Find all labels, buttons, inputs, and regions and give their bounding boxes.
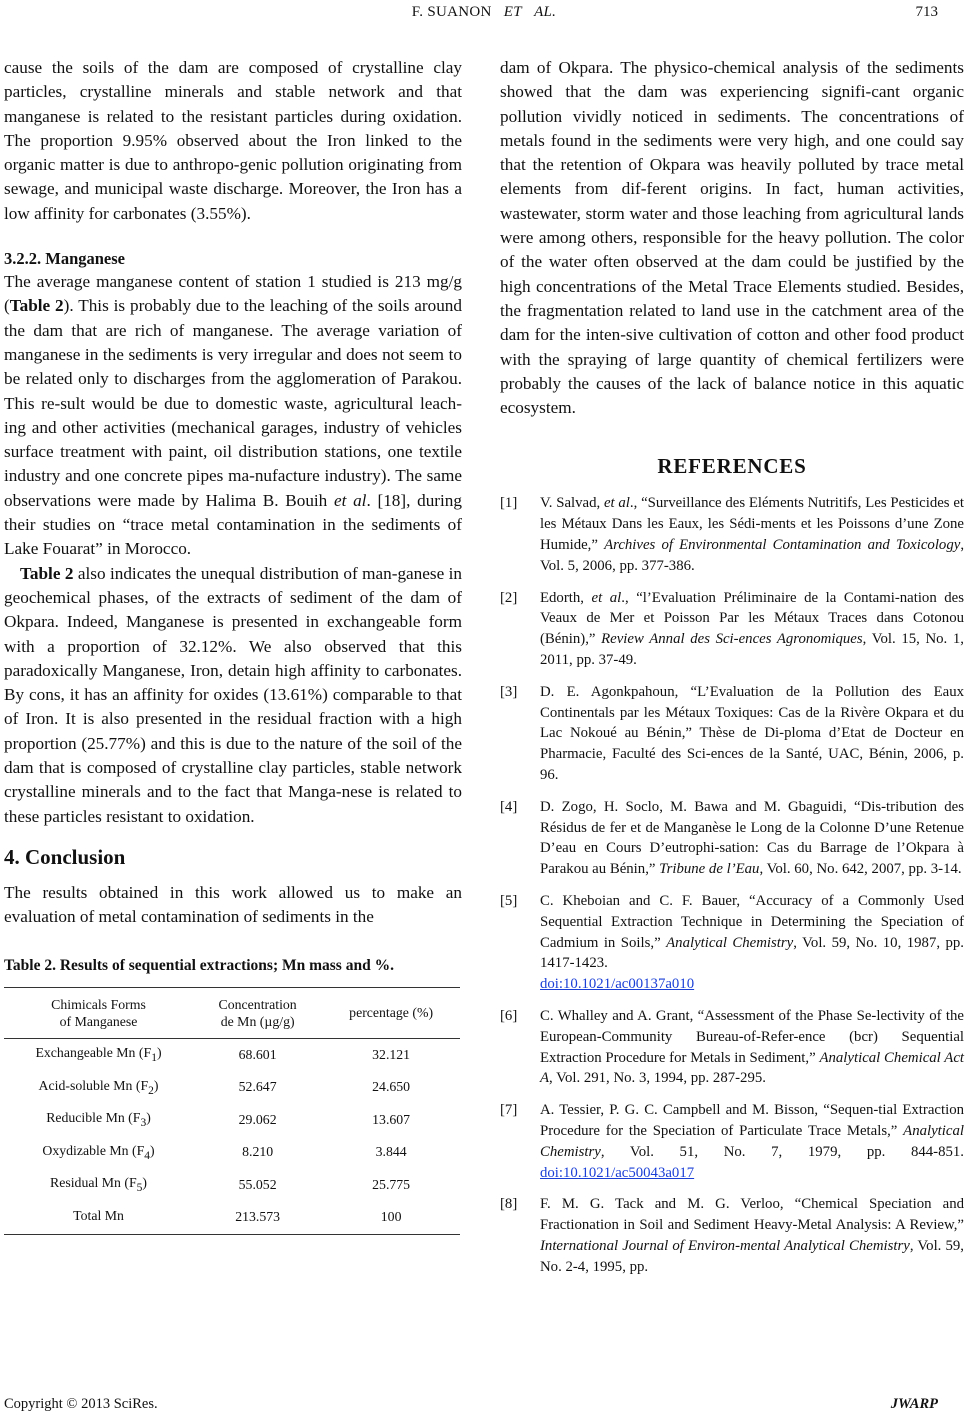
reference-number: [7] — [500, 1102, 518, 1119]
row-label: Reducible Mn $(F_3)$ — [46, 1110, 151, 1130]
reference-item — [500, 891, 964, 995]
row-label: Exchangeable Mn $(F_1)$ — [35, 1045, 162, 1065]
reference-text: D. E. Agonkpahoun, “L’Evaluation de la Pollution des Eaux Continentals par les Métaux Toxiques: Cas de la Rivère Okpara et du Lac Nokoué au Bénin,” Thèse de Di-ploma d’Etat de Docteur en Pharmacie, Faculté des Sci-ences de la Santé, UAC, Bénin, 2006, p. 96. — [540, 683, 964, 784]
row-label: Oxydizable Mn $(F_4)$ — [42, 1142, 155, 1162]
table-caption: Table 2. Results of sequential extractions; Mn mass and %. — [4, 956, 394, 974]
reference-item — [500, 1194, 964, 1277]
running-header — [0, 0, 968, 30]
copyright: Copyright © 2013 SciRes. — [4, 1396, 158, 1412]
reference-text: V. Salvad, et al., “Surveillance des Eléments Nutritifs, Les Pesticides et les Métaux Dans les Eaux, les Sédi-ments et les Poissons d’une Zone Humide,” Archives of Environmental Contamination and Toxicology, Vol. 5, 2006, pp. 377-386. — [540, 495, 965, 574]
table-ref: Table 2 — [9, 296, 64, 316]
row-percentage: 3.844 — [375, 1144, 407, 1160]
col-header-percentage: percentage (%) — [322, 987, 460, 1038]
reference-number: [6] — [500, 1007, 518, 1024]
reference-number: [2] — [500, 589, 518, 606]
results-table — [4, 987, 460, 1235]
reference-number: [4] — [500, 798, 518, 815]
header-al: AL. — [534, 4, 557, 20]
section-heading: 4. Conclusion — [4, 844, 126, 869]
row-percentage: 100 — [322, 1201, 460, 1234]
reference-number: [5] — [500, 893, 518, 909]
row-concentration: 29.062 — [238, 1111, 277, 1127]
doi-link[interactable]: doi:10.1021/ac00137a010 — [540, 976, 695, 993]
table-row — [4, 1071, 460, 1104]
reference-text: C. Whalley and A. Grant, “Assessment of the Phase Se-lectivity of the European-Community Bureau-of-Refer-ence (bcr) Sequential Extraction Procedure for Metals in Sediment,” Analytical Chemical Act A, Vol. 291, No. 3, 1994, pp. 287-295. — [540, 1007, 964, 1087]
reference-item — [500, 588, 964, 671]
page-number: 713 — [915, 4, 938, 20]
reference-text: D. Zogo, H. Soclo, M. Bawa and M. Gbaguidi, “Dis-tribution des Résidus de fer et de Manganèse le Long de la Colonne D’une Retenue D’eau en Cours D’eutrophi-sation: Cas du Barrage de l’Okpara à Parakou au Bénin,” Tribune de l’Eau, Vol. 60, No. 642, 2007, pp. 3-14. — [540, 798, 964, 878]
table-ref: Table 2 — [20, 563, 74, 583]
reference-number: [3] — [500, 683, 518, 700]
paragraph-conclusion-continued: dam of Okpara. The physico-chemical analysis of the sediments showed that the dam was experiencing signifi-cant organic pollution vividly noticed in sediments. The concentrations of metals found in the sediments were very high, and one could say that the retention of Okpara was heavily polluted by trace metal elements from dif-ferent origins. In fact, human activities, wastewater, storm water and those leaching from agricultural lands were among others, responsible for the heavy pollution. The color of the water often observed at the dam could be justified by the high concentrations of the Metal Trace Elements studied. Besides, the fragmentation related to land use in the catchment area of the dam for the inten-sive cultivation of cotton and other food product with the spraying of large quantity of chemical fertilizers were probably the causes of the lack of balance notice in this aquatic ecosystem. — [500, 58, 964, 418]
table-row — [4, 1136, 460, 1169]
subsection-heading: 3.2.2. Manganese — [4, 249, 125, 269]
header-author: F. SUANON ET AL. — [411, 4, 557, 20]
table-row — [4, 1104, 460, 1137]
paragraph-distribution: Table 2 also indicates the unequal distribution of man-ganese in geochemical phases, of the extracts of sediment of the dam of Okpara. Indeed, Manganese is presented in exchangeable form with a proportion of 32.12%. We also observed that this paradoxically Manganese, Iron, detain high affinity to carbonates. By cons, it has an affinity for oxides (13.61%) comparable to that of Iron. It is also presented in the residual fraction with a high proportion (25.77%) and this is due to the nature of the soil of the dam that is composed of crystalline clay particles, stable network crystalline minerals and to the fact that Manga-nese is related to these particles resistant to oxidation. — [4, 563, 462, 826]
right-column — [500, 56, 964, 1289]
reference-text: Edorth, et al., “l’Evaluation Préliminaire de la Contami-nation des Veaux de Mer et Poisson Par les Métaux Traces dans Cotonou (Bénin),” Review Annal des Sci-ences Agronomiques, Vol. 15, No. 1, 2011, pp. 37-49. — [540, 589, 965, 669]
reference-item — [500, 797, 964, 880]
header-etal: ET — [503, 4, 522, 20]
row-label: Total Mn — [4, 1201, 193, 1234]
reference-text: A. Tessier, P. G. C. Campbell and M. Bisson, “Sequen-tial Extraction Procedure for the Speciation of Particulate Trace Metals,” Analytical Chemistry, Vol. 51, No. 7, 1979, pp. 844-851. doi:10.1021/ac50043a017 — [540, 1102, 964, 1181]
table-row — [4, 1038, 460, 1071]
reference-text: C. Kheboian and C. F. Bauer, “Accuracy of a Commonly Used Sequential Extraction Technique in Determining the Speciation of Cadmium in Soils,” Analytical Chemistry, Vol. 59, No. 10, 1987, pp. 1417-1423. doi:10.1021/ac00137a010 — [540, 893, 964, 993]
table-row — [4, 1169, 460, 1202]
reference-text: F. M. G. Tack and M. G. Verloo, “Chemical Speciation and Fractionation in Soil and Sediment Heavy-Metal Analysis: A Review,” International Journal of Environ-mental Analytical Chemistry, Vol. 59, No. 2-4, 1995, pp. — [540, 1196, 964, 1275]
references-heading: REFERENCES — [657, 454, 807, 479]
table-row-total — [4, 1201, 460, 1234]
doi-link[interactable]: doi:10.1021/ac50043a017 — [540, 1164, 695, 1181]
row-percentage: 24.650 — [372, 1079, 411, 1095]
row-concentration: 52.647 — [238, 1079, 277, 1095]
journal-name: JWARP — [890, 1396, 938, 1412]
row-label: Residual Mn $(F_5)$ — [50, 1175, 147, 1195]
paragraph-manganese: The average manganese content of station 1 studied is 213 mg/g (Table 2). This is probably due to the leaching of the soils around the dam that are rich of manganese. The average variation of manganese in the sediments is very irregular and does not seem to be related only to discharges from the agglomeration of Parakou. This re-sult would be due to domestic waste, agricultural leach-ing and other activities (mechanical garages, industry of vehicles surface treatment with paint, oil distribution stations, one textile industry and one concrete pipes ma-nufacture industry). The same observations were made by Halima B. Bouih et al. [18], during their studies on “trace metal contamination in the sediments of Lake Fouarat” in Morocco. — [4, 272, 462, 559]
paragraph-iron-end: cause the soils of the dam are composed of crystalline clay particles, crystalline minerals and stable network and that manganese is related to the resistant particles during oxidation. The proportion 9.95% observed about the Iron linked to the organic matter is due to anthropo-genic pollution originating from sewage, and municipal waste discharge. Moreover, the Iron has a low affinity for carbonates (3.55%). — [4, 58, 462, 223]
left-column — [4, 56, 462, 1235]
table-header-row — [4, 987, 460, 1038]
row-label: Acid-soluble Mn $(F_2)$ — [38, 1077, 159, 1097]
col-header-concentration: Concentration de Mn (µg/g) — [193, 987, 322, 1038]
row-concentration: 8.210 — [242, 1144, 274, 1160]
reference-number: [8] — [500, 1196, 518, 1213]
reference-item — [500, 493, 964, 576]
row-percentage: 13.607 — [372, 1111, 411, 1127]
row-concentration: 213.573 — [193, 1201, 322, 1234]
row-percentage: 32.121 — [372, 1046, 411, 1062]
row-concentration: 68.601 — [238, 1046, 277, 1062]
reference-item — [500, 682, 964, 786]
row-concentration: 55.052 — [238, 1176, 277, 1192]
col-header-forms: Chimicals Forms of Manganese — [4, 987, 193, 1038]
reference-item — [500, 1006, 964, 1089]
reference-number: [1] — [500, 495, 518, 512]
row-percentage: 25.775 — [372, 1176, 411, 1192]
paragraph-conclusion: The results obtained in this work allowed us to make an evaluation of metal contamination of sediments in the — [4, 882, 462, 927]
reference-item — [500, 1100, 964, 1183]
